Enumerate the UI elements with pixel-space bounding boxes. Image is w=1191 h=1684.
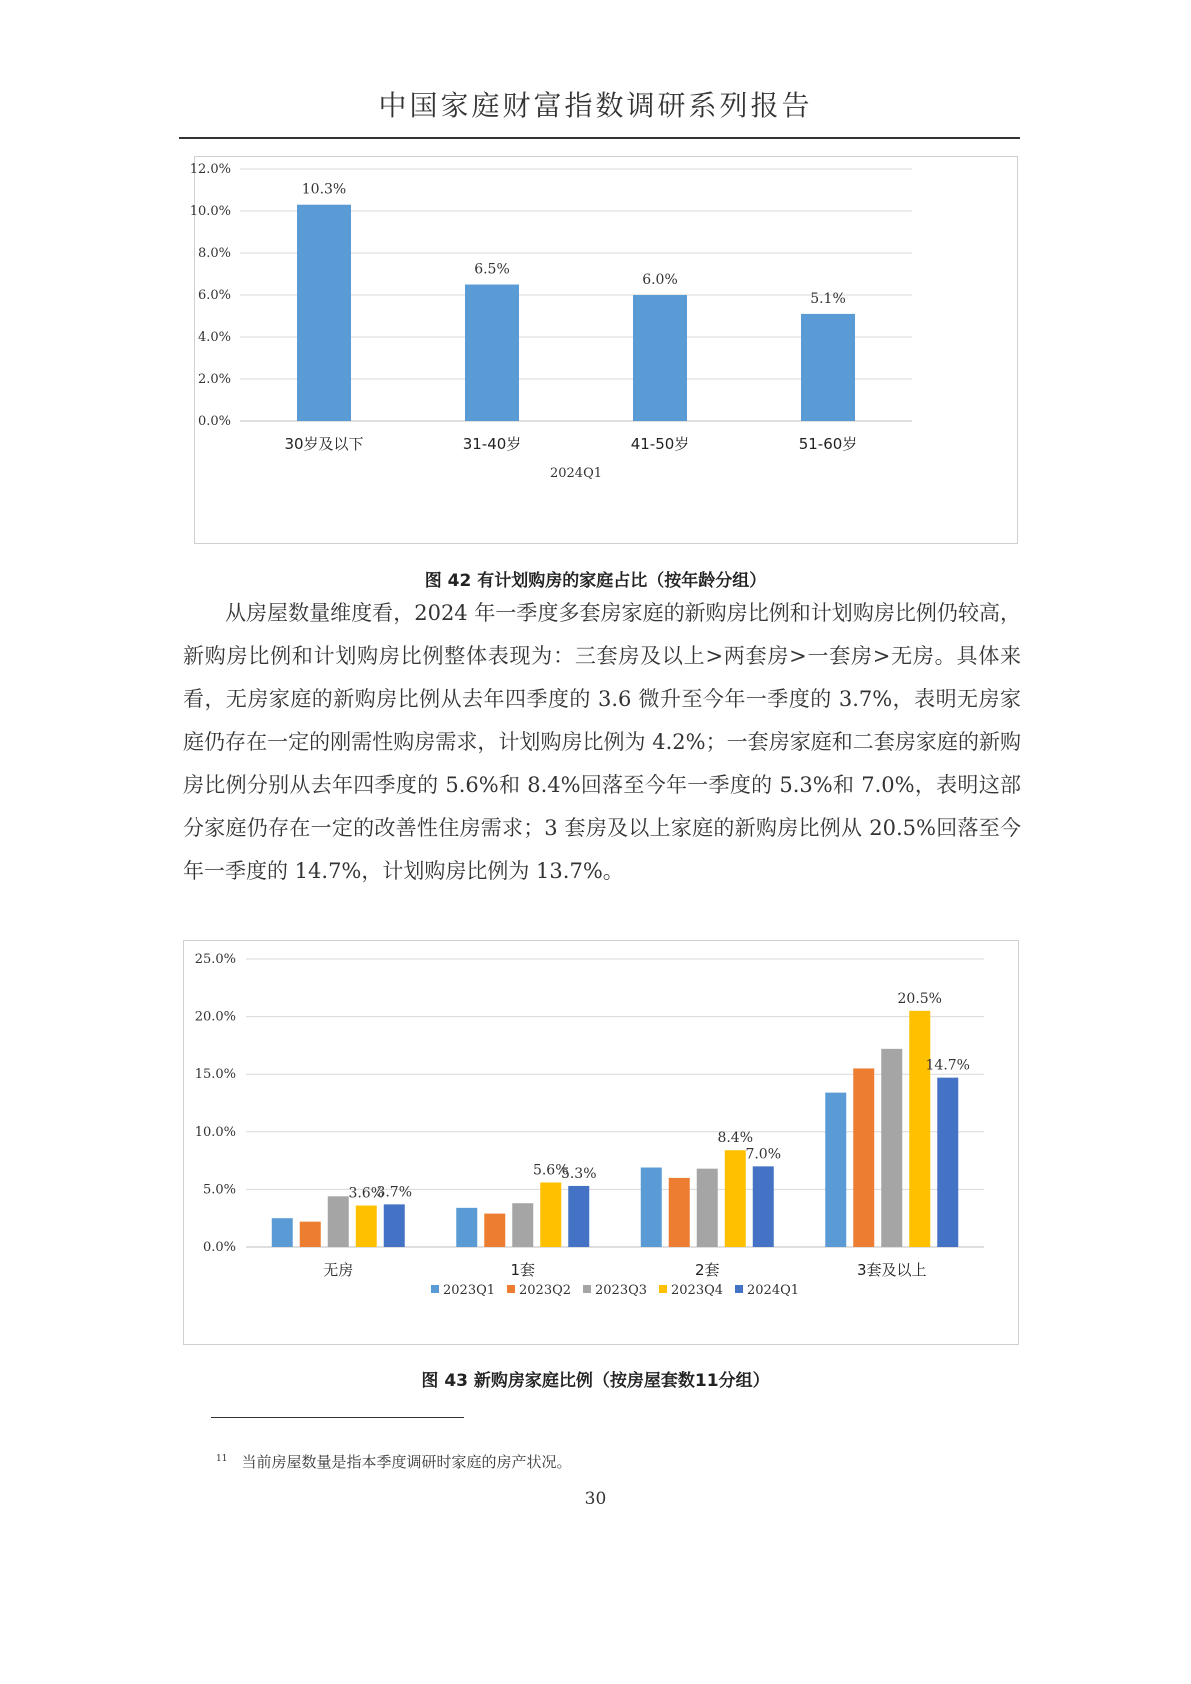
- y-tick-label: 15.0%: [194, 1067, 236, 1083]
- bar: [297, 205, 351, 421]
- bar: [801, 314, 855, 421]
- bar: [540, 1182, 561, 1247]
- footnote-text: 当前房屋数量是指本季度调研时家庭的房产状况。: [241, 1453, 572, 1471]
- y-tick-label: 2.0%: [197, 372, 231, 387]
- y-tick-label: 8.0%: [197, 246, 231, 261]
- data-label: 7.0%: [745, 1146, 782, 1163]
- data-label: 3.7%: [376, 1184, 413, 1201]
- bar: [512, 1203, 533, 1247]
- legend-swatch: [431, 1285, 439, 1293]
- x-category-label: 41-50岁: [630, 435, 690, 453]
- y-tick-label: 4.0%: [197, 330, 231, 345]
- bar: [384, 1204, 405, 1247]
- bar: [753, 1166, 774, 1247]
- x-axis-label: 2024Q1: [549, 466, 603, 481]
- legend-swatch: [735, 1285, 743, 1293]
- y-tick-label: 10.0%: [194, 1124, 236, 1140]
- bar: [853, 1068, 874, 1247]
- report-title: 中国家庭财富指数调研系列报告: [378, 89, 813, 122]
- bar: [465, 285, 519, 422]
- data-label: 14.7%: [925, 1057, 970, 1074]
- x-category-label: 无房: [323, 1261, 354, 1279]
- figure-43-caption: 图 43 新购房家庭比例（按房屋套数11分组）: [421, 1371, 770, 1391]
- legend-label: 2024Q1: [747, 1283, 800, 1298]
- bar: [328, 1196, 349, 1247]
- y-tick-label: 5.0%: [202, 1182, 236, 1198]
- data-label: 5.1%: [810, 290, 846, 307]
- footnote-divider: [211, 1417, 464, 1418]
- bar: [300, 1222, 321, 1247]
- age-group-chart-svg: [189, 157, 1017, 543]
- data-label: 6.0%: [642, 272, 678, 288]
- bar: [825, 1093, 846, 1247]
- data-label: 3.6%: [348, 1185, 385, 1202]
- bar: [456, 1208, 477, 1247]
- figure-42-caption: 图 42 有计划购房的家庭占比（按年龄分组）: [424, 571, 767, 591]
- y-tick-label: 20.0%: [194, 1009, 236, 1025]
- x-category-label: 31-40岁: [462, 435, 522, 453]
- legend-label: 2023Q1: [443, 1283, 496, 1298]
- legend-swatch: [507, 1285, 515, 1293]
- footnote: [216, 1451, 571, 1472]
- x-category-label: 30岁及以下: [284, 435, 364, 453]
- bar: [484, 1214, 505, 1247]
- data-label: 6.5%: [474, 261, 510, 278]
- data-label: 5.6%: [532, 1162, 569, 1179]
- bar: [641, 1168, 662, 1247]
- legend-label: 2023Q4: [671, 1283, 724, 1298]
- legend-swatch: [583, 1285, 591, 1293]
- y-tick-label: 0.0%: [202, 1240, 236, 1255]
- bar: [633, 295, 687, 421]
- bar: [697, 1169, 718, 1247]
- data-label: 8.4%: [717, 1130, 754, 1147]
- bar: [272, 1218, 293, 1247]
- bar: [568, 1186, 589, 1247]
- bar: [725, 1150, 746, 1247]
- header-divider: [179, 137, 1020, 139]
- y-tick-label: 10.0%: [189, 204, 231, 219]
- data-label: 10.3%: [301, 181, 347, 198]
- body-paragraph: [183, 592, 1021, 893]
- footnote-marker: 11: [216, 1454, 228, 1464]
- legend-label: 2023Q2: [519, 1283, 572, 1298]
- data-label: 5.3%: [560, 1165, 597, 1182]
- x-category-label: 3套及以上: [856, 1261, 927, 1279]
- page-number: 30: [584, 1489, 607, 1509]
- bar: [669, 1178, 690, 1247]
- paragraph-text: 从房屋数量维度看，2024 年一季度多套房家庭的新购房比例和计划购房比例仍较高，新购房比例和计划购房比例整体表现为：三套房及以上>两套房>一套房>无房。具体来看，无房家庭的新购房比例从去年四季度的 3.6 微升至今年一季度的 3.7%，表明无房家庭仍存在一定的刚需性购房需求，计划购房比例为 4.2%；一套房家庭和二套房家庭的新购房比例分别从去年四季度的 5.6%和 8.4%回落至今年一季度的 5.3%和 7.0%，表明这部分家庭仍存在一定的改善性住房需求；3 套房及以上家庭的新购房比例从 20.5%回落至今年一季度的 14.7%，计划购房比例为 13.7%。: [183, 601, 1021, 883]
- x-category-label: 51-60岁: [798, 435, 858, 453]
- legend-label: 2023Q3: [595, 1283, 648, 1298]
- x-category-label: 2套: [694, 1261, 720, 1279]
- y-tick-label: 12.0%: [189, 162, 231, 177]
- y-tick-label: 6.0%: [197, 288, 231, 303]
- age-group-chart: [189, 156, 1018, 544]
- bar: [937, 1078, 958, 1247]
- bar: [356, 1206, 377, 1247]
- bar: [909, 1011, 930, 1247]
- data-label: 20.5%: [897, 990, 942, 1007]
- house-count-chart: [183, 940, 1019, 1345]
- house-count-chart-svg: [184, 941, 1018, 1344]
- legend-swatch: [659, 1285, 667, 1293]
- bar: [881, 1049, 902, 1247]
- y-tick-label: 0.0%: [197, 414, 231, 429]
- y-tick-label: 25.0%: [194, 952, 236, 967]
- x-category-label: 1套: [510, 1261, 536, 1279]
